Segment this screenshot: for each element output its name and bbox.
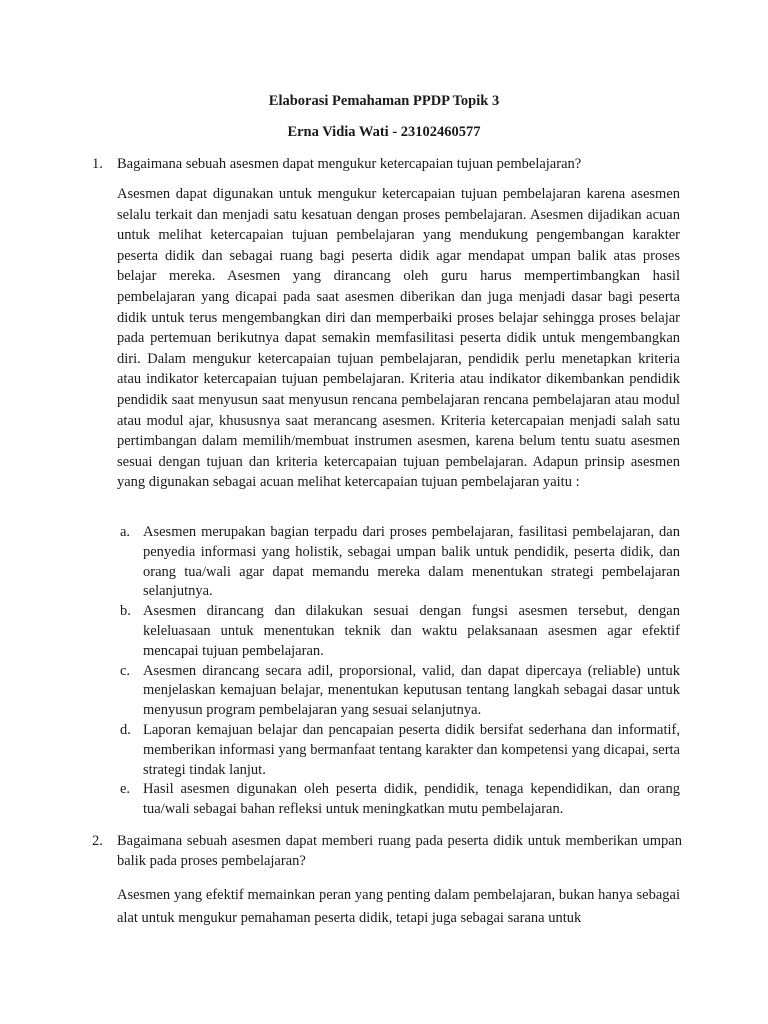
list-item-text: Asesmen merupakan bagian terpadu dari proses pembelajaran, fasilitasi pembelajaran, dan penyedia informasi yang holistik, sebagai umpan balik untuk pendidik, peserta didik, dan orang tua/wali agar dapat memandu mereka dalam menentukan strategi pembelajaran selanjutnya. [143, 524, 680, 600]
list-item [117, 523, 680, 602]
list-marker: c. [120, 662, 131, 679]
question-number: 1. [92, 156, 103, 172]
list-item [117, 780, 680, 820]
list-item-text: Laporan kemajuan belajar dan pencapaian peserta didik bersifat sederhana dan informatif, memberikan informasi yang bermanfaat tentang karakter dan kompetensi yang dicapai, serta strategi tindak lanjut. [143, 721, 680, 778]
question-1 [92, 154, 682, 174]
list-item-text: Asesmen dirancang dan dilakukan sesuai dengan fungsi asesmen tersebut, dengan keleluasaan untuk menentukan teknik dan waktu pelaksanaan asesmen agar efektif mencapai tujuan pembelajaran. [143, 603, 680, 659]
question-text: Bagaimana sebuah asesmen dapat memberi ruang pada peserta didik untuk memberikan umpan balik pada proses pembelajaran? [117, 833, 682, 869]
list-marker: d. [120, 721, 131, 738]
answer-paragraph-2: Asesmen yang efektif memainkan peran yang penting dalam pembelajaran, bukan hanya sebagai alat untuk mengukur pemahaman peserta didik, tetapi juga sebagai sarana untuk [117, 887, 680, 926]
principles-list [117, 523, 680, 820]
question-number: 2. [92, 833, 103, 849]
question-text: Bagaimana sebuah asesmen dapat mengukur ketercapaian tujuan pembelajaran? [117, 156, 582, 172]
document-title: Elaborasi Pemahaman PPDP Topik 3 [268, 93, 500, 109]
author-line: Erna Vidia Wati - 23102460577 [287, 124, 481, 140]
list-marker: a. [120, 524, 131, 540]
list-item [117, 721, 680, 780]
list-item [117, 662, 680, 721]
list-marker: b. [120, 603, 131, 620]
question-2 [92, 831, 682, 871]
list-item-text: Asesmen dirancang secara adil, proporsional, valid, dan dapat dipercaya (reliable) untuk menjelaskan kemajuan belajar, menentukan keputusan tentang langkah sebagai dasar untuk menyusun program pembelajaran yang sesuai selanjutnya. [143, 662, 680, 719]
list-marker: e. [120, 781, 131, 798]
list-item-text: Hasil asesmen digunakan oleh peserta didik, pendidik, tenaga kependidikan, dan orang tua/wali sebagai bahan refleksi untuk meningkatkan mutu pembelajaran. [143, 781, 680, 818]
answer-paragraph-1: Asesmen dapat digunakan untuk mengukur ketercapaian tujuan pembelajaran karena asesmen selalu terkait dan menjadi satu kesatuan dengan proses pembelajaran. Asesmen dijadikan acuan untuk melihat ketercapaian tujuan pembelajaran yang mendukung pengembangan karakter peserta didik dan sebagai ruang bagi peserta didik agar mendapat umpan balik atas proses belajar mereka. Asesmen yang dirancang oleh guru harus mempertimbangkan hasil pembelajaran yang dicapai pada saat asesmen diberikan dan juga menjadi dasar bagi peserta didik untuk terus mengembangkan diri dan memperbaiki proses belajar sehingga proses belajar pada pertemuan berikutnya dapat semakin memfasilitasi peserta didik untuk mengembangkan diri. Dalam mengukur ketercapaian tujuan pembelajaran, pendidik perlu menetapkan kriteria atau indikator ketercapaian tujuan pembelajaran. Kriteria atau indikator dikembankan pendidik pendidik saat menyusun saat menyusun rencana pembelajaran rencana pembelajaran atau modul atau modul ajar, khususnya saat merancang asesmen. Kriteria ketercapaian menjadi salah satu pertimbangan dalam memilih/membuat instrumen asesmen, karena belum tentu suatu asesmen sesuai dengan tujuan dan kriteria ketercapaian tujuan pembelajaran. Adapun prinsip asesmen yang digunakan sebagai acuan melihat ketercapaian tujuan pembelajaran yaitu : [117, 186, 680, 491]
list-item [117, 602, 680, 661]
